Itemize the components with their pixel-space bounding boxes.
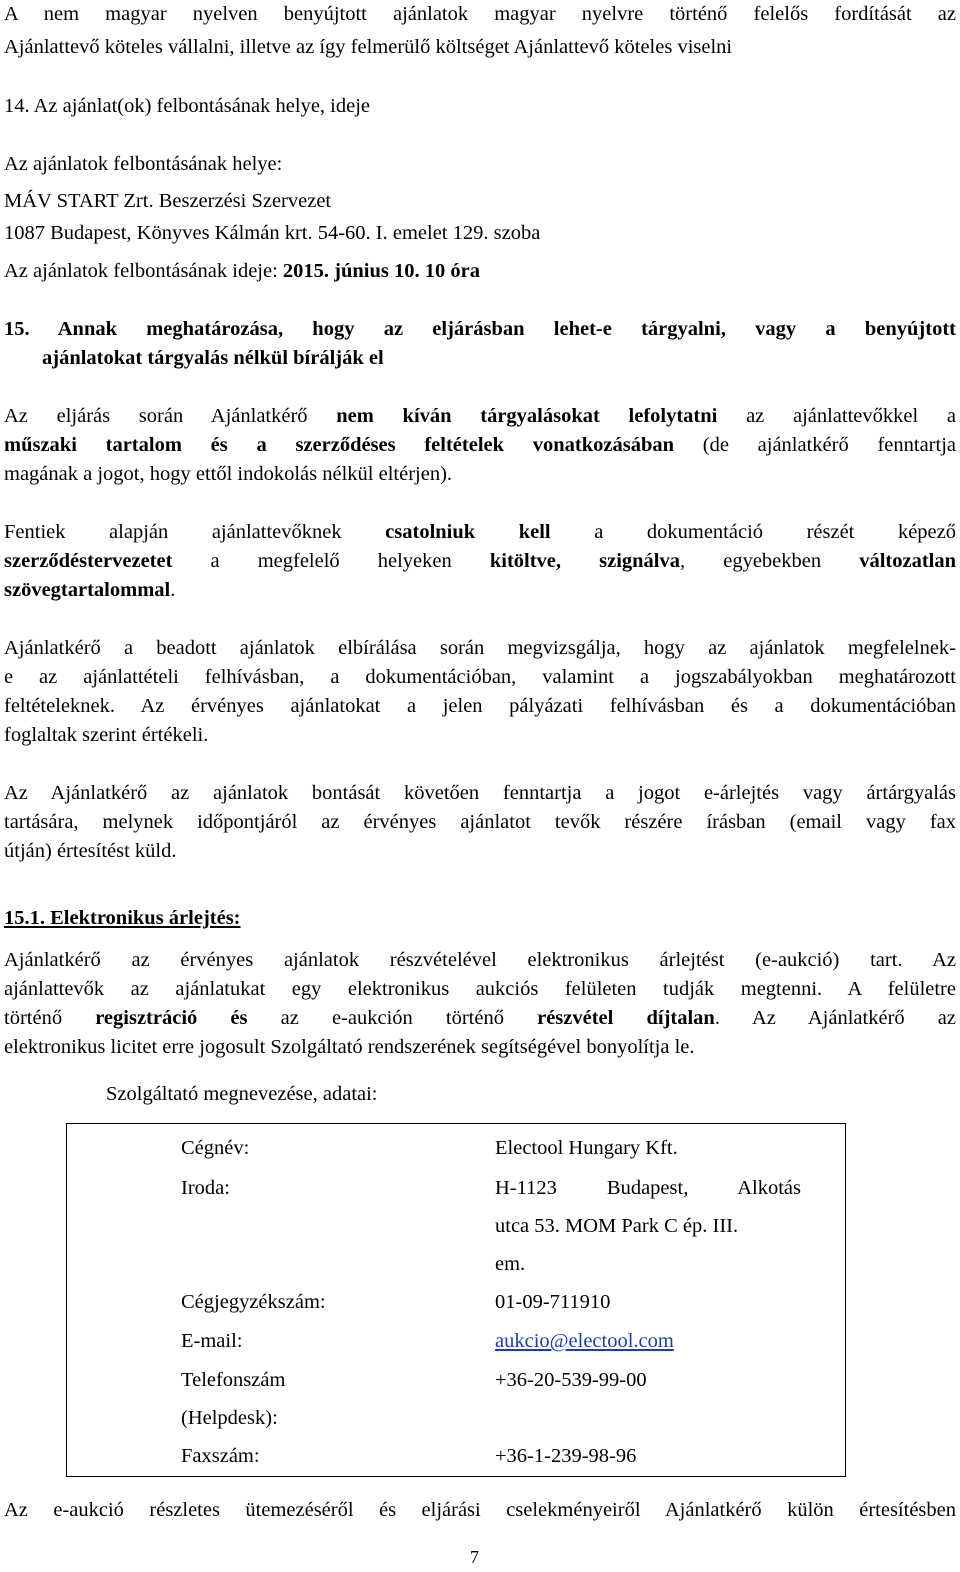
email-label: E-mail: (181, 1330, 243, 1352)
p2-line-3: szövegtartalommal. (4, 579, 176, 601)
fax-label: Faxszám: (181, 1445, 260, 1467)
s151-line-2: ajánlattevők az ajánlatukat egy elektronikus aukciós felületen tudják megtenni. A felületre (4, 978, 956, 1000)
organization-address: 1087 Budapest, Könyves Kálmán krt. 54-60. I. emelet 129. szoba (4, 222, 541, 244)
opening-time-value: 2015. június 10. 10 óra (282, 260, 480, 282)
p3-line-2: e az ajánlattételi felhívásban, a dokumentációban, valamint a jogszabályokban meghatározott (4, 666, 956, 688)
office-line-1: H-1123 Budapest, Alkotás (495, 1177, 801, 1199)
p4-line-3: útján) értesítést küld. (4, 840, 177, 862)
regno-value: 01-09-711910 (495, 1291, 611, 1313)
phone-label-line-2: (Helpdesk): (181, 1407, 278, 1429)
p2-line-1: Fentiek alapján ajánlattevőknek csatolniuk kell a dokumentáció részét képező (4, 521, 956, 543)
office-line-3: em. (495, 1253, 526, 1275)
section-14-heading: 14. Az ajánlat(ok) felbontásának helye, ideje (4, 95, 371, 117)
phone-value: +36-20-539-99-00 (495, 1369, 647, 1391)
s151-line-1: Ajánlatkérő az érvényes ajánlatok részvételével elektronikus árlejtést (e-aukció) tart. Az (4, 949, 956, 971)
provider-table (66, 1123, 846, 1477)
opening-place-label: Az ajánlatok felbontásának helye: (4, 153, 283, 175)
page-number: 7 (470, 1547, 479, 1567)
email-link[interactable]: aukcio@electool.com (495, 1330, 674, 1352)
s151-line-4: elektronikus licitet erre jogosult Szolgáltató rendszerének segítségével bonyolítja le. (4, 1036, 695, 1058)
s151-line-3: történő regisztráció és az e-aukción történő részvétel díjtalan. Az Ajánlatkérő az (4, 1007, 956, 1029)
company-value: Electool Hungary Kft. (495, 1137, 678, 1159)
closing-line: Az e-aukció részletes ütemezéséről és eljárási cselekményeiről Ajánlatkérő külön értesítésben (4, 1499, 956, 1521)
opening-time-label: Az ajánlatok felbontásának ideje: (4, 260, 283, 282)
regno-label: Cégjegyzékszám: (181, 1291, 326, 1313)
p4-line-2: tartására, melynek időpontjáról az érvényes ajánlatot tevők részére írásban (email vagy fax (4, 811, 956, 833)
p2-line-2: szerződéstervezetet a megfelelő helyeken kitöltve, szignálva, egyebekben változatlan (4, 550, 956, 572)
section-15-1-heading: 15.1. Elektronikus árlejtés: (4, 907, 241, 929)
section-15-heading-line-2: ajánlatokat tárgyalás nélkül bírálják el (42, 347, 384, 369)
p3-line-3: feltételeknek. Az érvényes ajánlatokat a jelen pályázati felhívásban és a dokumentációban (4, 695, 956, 717)
section-15-heading-line-1: 15. Annak meghatározása, hogy az eljárásban lehet-e tárgyalni, vagy a benyújtott (4, 318, 956, 340)
provider-label: Szolgáltató megnevezése, adatai: (106, 1083, 378, 1105)
organization-name: MÁV START Zrt. Beszerzési Szervezet (4, 190, 332, 212)
company-label: Cégnév: (181, 1137, 250, 1159)
p3-line-1: Ajánlatkérő a beadott ajánlatok elbírálása során megvizsgálja, hogy az ajánlatok megfelelnek- (4, 637, 956, 659)
office-label: Iroda: (181, 1177, 230, 1199)
p1-line-2: műszaki tartalom és a szerződéses feltételek vonatkozásában (de ajánlatkérő fenntartja (4, 434, 956, 456)
fax-value: +36-1-239-98-96 (495, 1445, 637, 1467)
intro-line-2: Ajánlattevő köteles vállalni, illetve az így felmerülő költséget Ajánlattevő köteles viselni (4, 36, 733, 58)
p1-line-1: Az eljárás során Ajánlatkérő nem kíván tárgyalásokat lefolytatni az ajánlattevőkkel a (4, 405, 956, 427)
intro-line-1: A nem magyar nyelven benyújtott ajánlatok magyar nyelvre történő felelős fordítását az (4, 3, 956, 25)
phone-label-line-1: Telefonszám (181, 1369, 286, 1391)
office-line-2: utca 53. MOM Park C ép. III. (495, 1215, 739, 1237)
p3-line-4: foglaltak szerint értékeli. (4, 724, 209, 746)
opening-time (4, 257, 480, 285)
p1-line-3: magának a jogot, hogy ettől indokolás nélkül eltérjen). (4, 463, 453, 485)
p4-line-1: Az Ajánlatkérő az ajánlatok bontását követően fenntartja a jogot e-árlejtés vagy ártárgyalás (4, 782, 956, 804)
